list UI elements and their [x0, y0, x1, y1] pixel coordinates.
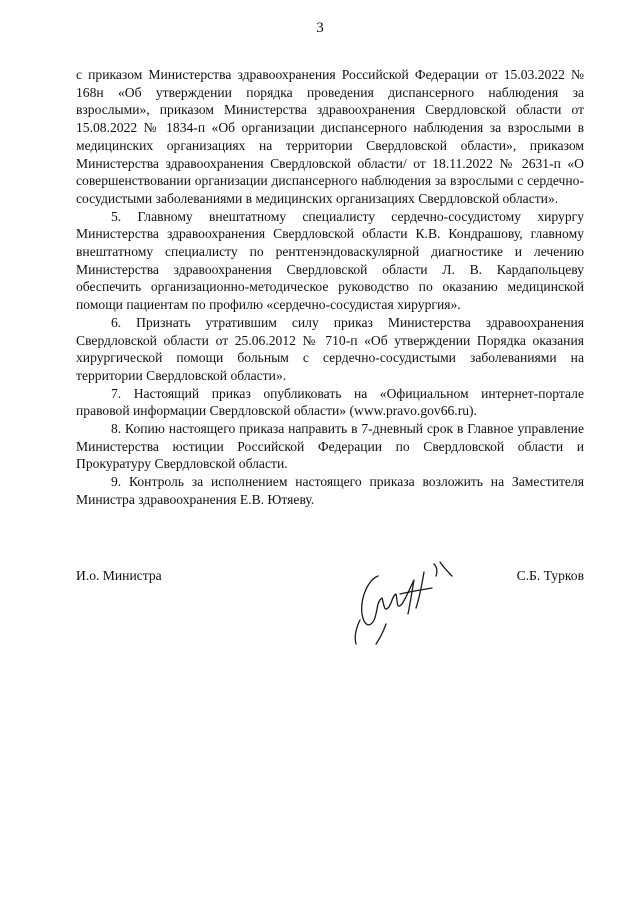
- signature-block: [76, 568, 584, 588]
- page-number: 3: [316, 20, 324, 36]
- paragraph-item-7: 7. Настоящий приказ опубликовать на «Официальном интернет-портале правовой информации Свердловской области» (www.pravo.gov66.ru).: [76, 385, 584, 419]
- paragraph-item-5: 5. Главному внештатному специалисту сердечно-сосудистому хирургу Министерства здравоохранения Свердловской области К.В. Кондрашову, главному внештатному специалисту по рентгенэндоваскулярной диагностике и лечению Министерства здравоохранения Свердловской области Л. В. Кардапольцеву обеспечить организационно-методическое руководство по оказанию медицинской помощи пациентам по профилю «сердечно-сосудистая хирургия».: [76, 208, 584, 313]
- paragraph-item-6: 6. Признать утратившим силу приказ Министерства здравоохранения Свердловской области от 25.06.2012 № 710-п «Об утверждении Порядка оказания хирургической помощи больным с сердечно-сосудистыми заболеваниями на территории Свердловской области».: [76, 314, 584, 383]
- signatory-name: С.Б. Турков: [516, 568, 584, 583]
- handwritten-signature: [340, 558, 480, 648]
- paragraph-item-8: 8. Копию настоящего приказа направить в 7-дневный срок в Главное управление Министерства юстиции Российской Федерации по Свердловской области и Прокуратуру Свердловской области.: [76, 421, 584, 472]
- paragraph-item-9: 9. Контроль за исполнением настоящего приказа возложить на Заместителя Министра здравоохранения Е.В. Ютяеву.: [76, 474, 584, 507]
- signatory-title: И.о. Министра: [76, 568, 162, 583]
- document-body: [76, 66, 584, 509]
- paragraph-continuation: с приказом Министерства здравоохранения Российской Федерации от 15.03.2022 № 168н «Об утверждении порядка проведения диспансерного наблюдения за взрослыми», приказом Министерства здравоохранения Свердловской области от 15.08.2022 № 1834-п «Об организации диспансерного наблюдения за взрослыми в медицинских организациях на территории Свердловской области», приказом Министерства здравоохранения Свердловской области/ от 18.11.2022 № 2631-п «О совершенствовании организации диспансерного наблюдения за взрослыми с сердечно-сосудистыми заболеваниями в медицинских организациях Свердловской области».: [76, 67, 584, 206]
